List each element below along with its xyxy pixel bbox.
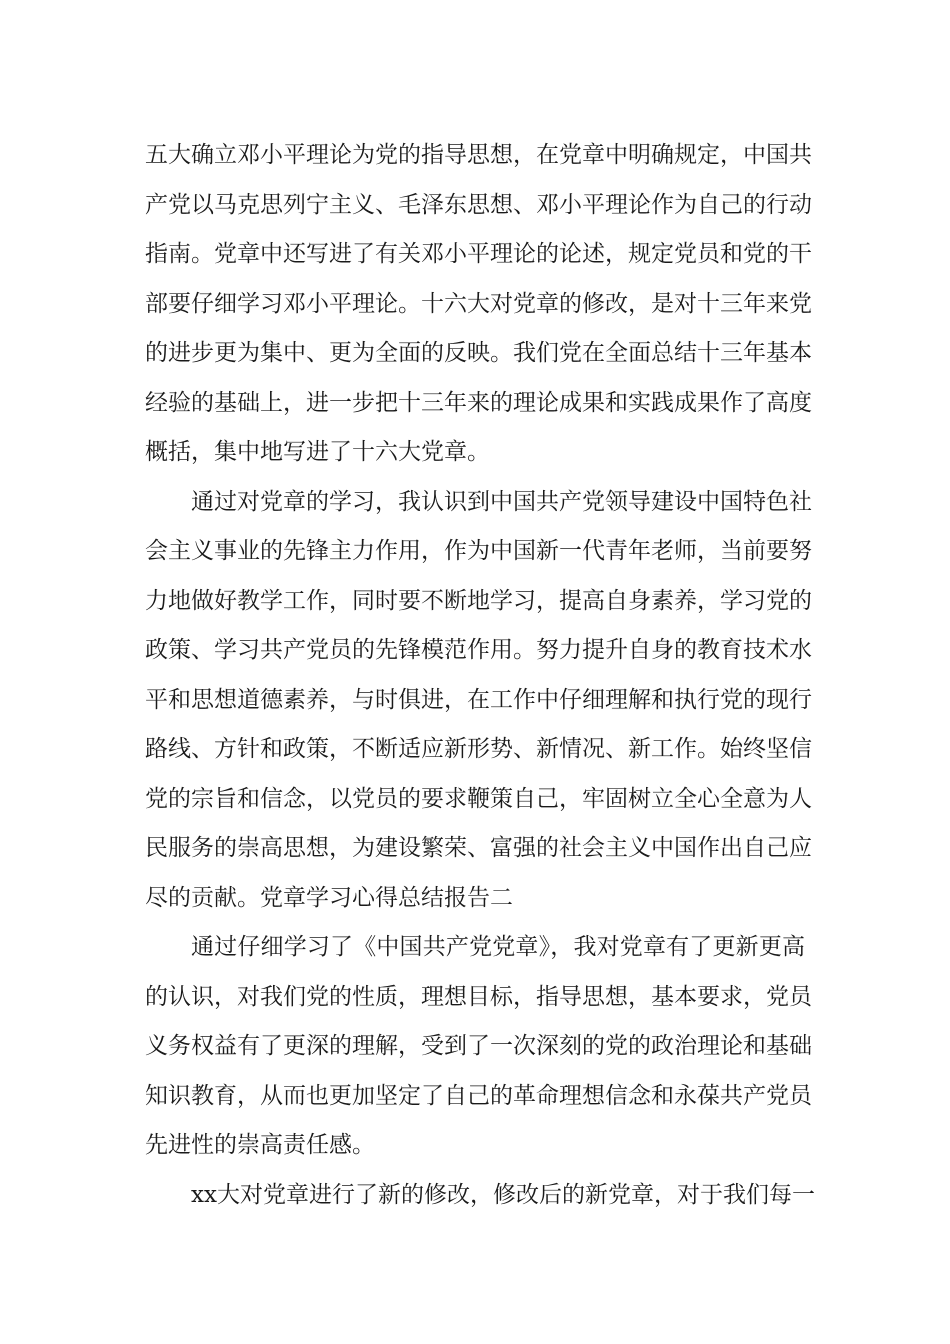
paragraph-3: [145, 923, 812, 1171]
paragraph-2: [145, 478, 812, 924]
text-line: 的认识，对我们党的性质，理想目标，指导思想，基本要求，党员: [145, 983, 812, 1010]
paragraph-4: [145, 1171, 815, 1221]
text-line: 指南。党章中还写进了有关邓小平理论的论述，规定党员和党的干: [145, 241, 812, 267]
text-line: 平和思想道德素养，与时俱进，在工作中仔细理解和执行党的现行: [145, 686, 812, 713]
text-line: 先进性的崇高责任感。: [145, 1132, 375, 1158]
text-line: 五大确立邓小平理论为党的指导思想，在党章中明确规定，中国共: [145, 142, 812, 168]
text-line: 部要仔细学习邓小平理论。十六大对党章的修改，是对十三年来党: [145, 290, 812, 317]
text-line: 通过对党章的学习，我认识到中国共产党领导建设中国特色社: [191, 488, 812, 515]
text-line: 通过仔细学习了《中国共产党党章》，我对党章有了更新更高: [191, 934, 805, 960]
text-line: 路线、方针和政策，不断适应新形势、新情况、新工作。始终坚信: [145, 736, 812, 762]
text-line: 知识教育，从而也更加坚定了自己的革命理想信念和永葆共产党员: [145, 1082, 812, 1109]
text-line: 经验的基础上，进一步把十三年来的理论成果和实践成果作了高度: [145, 389, 812, 416]
paragraph-1: [145, 131, 812, 478]
document-body: [145, 131, 815, 1220]
text-line: 政策、学习共产党员的先锋模范作用。努力提升自身的教育技术水: [145, 637, 812, 663]
text-line: 义务权益有了更深的理解，受到了一次深刻的党的政治理论和基础: [145, 1033, 812, 1059]
text-line: 的进步更为集中、更为全面的反映。我们党在全面总结十三年基本: [145, 340, 812, 366]
text-line: 党的宗旨和信念，以党员的要求鞭策自己，牢固树立全心全意为人: [145, 785, 812, 812]
text-line: 民服务的崇高思想，为建设繁荣、富强的社会主义中国作出自己应: [145, 835, 812, 861]
text-line: xx大对党章进行了新的修改，修改后的新党章，对于我们每一: [191, 1181, 815, 1208]
text-line: 会主义事业的先锋主力作用，作为中国新一代青年老师，当前要努: [145, 538, 812, 564]
text-line: 尽的贡献。党章学习心得总结报告二: [145, 884, 513, 911]
text-line: 概括，集中地写进了十六大党章。: [145, 439, 490, 465]
text-line: 产党以马克思列宁主义、毛泽东思想、邓小平理论作为自己的行动: [145, 191, 812, 218]
text-line: 力地做好教学工作，同时要不断地学习，提高自身素养，学习党的: [145, 587, 812, 614]
